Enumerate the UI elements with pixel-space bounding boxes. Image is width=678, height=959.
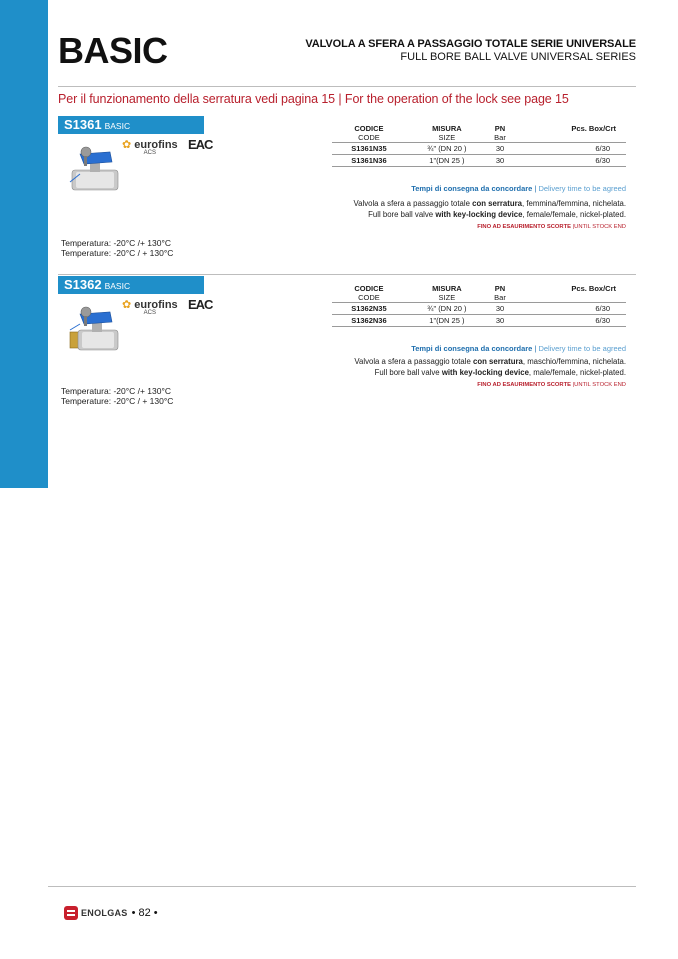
table-row: S1362N36 1"(DN 25 ) 30 6/30 bbox=[332, 315, 626, 327]
product-series: BASIC bbox=[104, 281, 131, 291]
enolgas-logo-icon bbox=[64, 906, 78, 920]
header-divider bbox=[58, 86, 636, 87]
series-title-it: VALVOLA A SFERA A PASSAGGIO TOTALE SERIE UNIVERSALE bbox=[305, 38, 636, 50]
temperature-info: Temperatura: -20°C /+ 130°C Temperature: -20°C / + 130°C bbox=[61, 238, 174, 258]
page-number: • 82 • bbox=[131, 907, 158, 919]
spec-table: CODICE CODE MISURA SIZE PN Bar Pcs. Box/Crt S1361N35 ¾" (DN 20 ) 30 6/30 S1361N36 1"(DN 25 ) 30 6/30 bbox=[332, 124, 626, 167]
ball-valve-image bbox=[66, 302, 124, 354]
product-code: S1362 bbox=[64, 277, 102, 292]
product-description: Valvola a sfera a passaggio totale con serratura, femmina/femmina, nichelata. Full bore ball valve with key-locking device, female/female, nickel-plated. bbox=[353, 199, 626, 219]
series-title-en: FULL BORE BALL VALVE UNIVERSAL SERIES bbox=[400, 51, 636, 63]
product-tag bbox=[58, 276, 204, 294]
stock-note: FINO AD ESAURIMENTO SCORTE |UNTIL STOCK END bbox=[477, 382, 626, 388]
footer-divider bbox=[48, 886, 636, 887]
product-tag bbox=[58, 116, 204, 134]
delivery-note: Tempi di consegna da concordare | Delivery time to be agreed bbox=[411, 344, 626, 353]
company-name: ENOLGAS bbox=[81, 908, 128, 918]
spec-table: CODICE CODE MISURA SIZE PN Bar Pcs. Box/Crt S1362N35 ¾" (DN 20 ) 30 6/30 S1362N36 1"(DN 25 ) 30 6/30 bbox=[332, 284, 626, 327]
product-section-s1362 bbox=[58, 276, 636, 416]
product-code: S1361 bbox=[64, 117, 102, 132]
table-row: S1361N36 1"(DN 25 ) 30 6/30 bbox=[332, 155, 626, 167]
table-row: S1361N35 ¾" (DN 20 ) 30 6/30 bbox=[332, 143, 626, 155]
eurofins-certification: ✿ eurofins ACS bbox=[122, 139, 178, 156]
eurofins-icon: ✿ bbox=[122, 299, 132, 311]
side-color-bar bbox=[0, 0, 48, 488]
series-header bbox=[305, 38, 636, 63]
page-title: BASIC bbox=[58, 30, 168, 71]
product-section-s1361 bbox=[58, 116, 636, 266]
stock-note: FINO AD ESAURIMENTO SCORTE |UNTIL STOCK END bbox=[477, 224, 626, 230]
delivery-note: Tempi di consegna da concordare | Delivery time to be agreed bbox=[411, 184, 626, 193]
eurofins-icon: ✿ bbox=[122, 139, 132, 151]
section-divider bbox=[58, 274, 636, 275]
table-row: S1362N35 ¾" (DN 20 ) 30 6/30 bbox=[332, 303, 626, 315]
product-description: Valvola a sfera a passaggio totale con serratura, maschio/femmina, nichelata. Full bore ball valve with key-locking device, male/female, nickel-plated. bbox=[354, 357, 626, 377]
eac-mark-icon: EAC bbox=[188, 137, 213, 152]
eac-mark-icon: EAC bbox=[188, 297, 213, 312]
footer bbox=[64, 906, 158, 920]
temperature-info: Temperatura: -20°C /+ 130°C Temperature: -20°C / + 130°C bbox=[61, 386, 174, 406]
lock-note: Per il funzionamento della serratura vedi pagina 15 | For the operation of the lock see page 15 bbox=[58, 92, 569, 106]
eurofins-certification: ✿ eurofins ACS bbox=[122, 299, 178, 316]
product-series: BASIC bbox=[104, 121, 131, 131]
ball-valve-image bbox=[66, 142, 124, 194]
